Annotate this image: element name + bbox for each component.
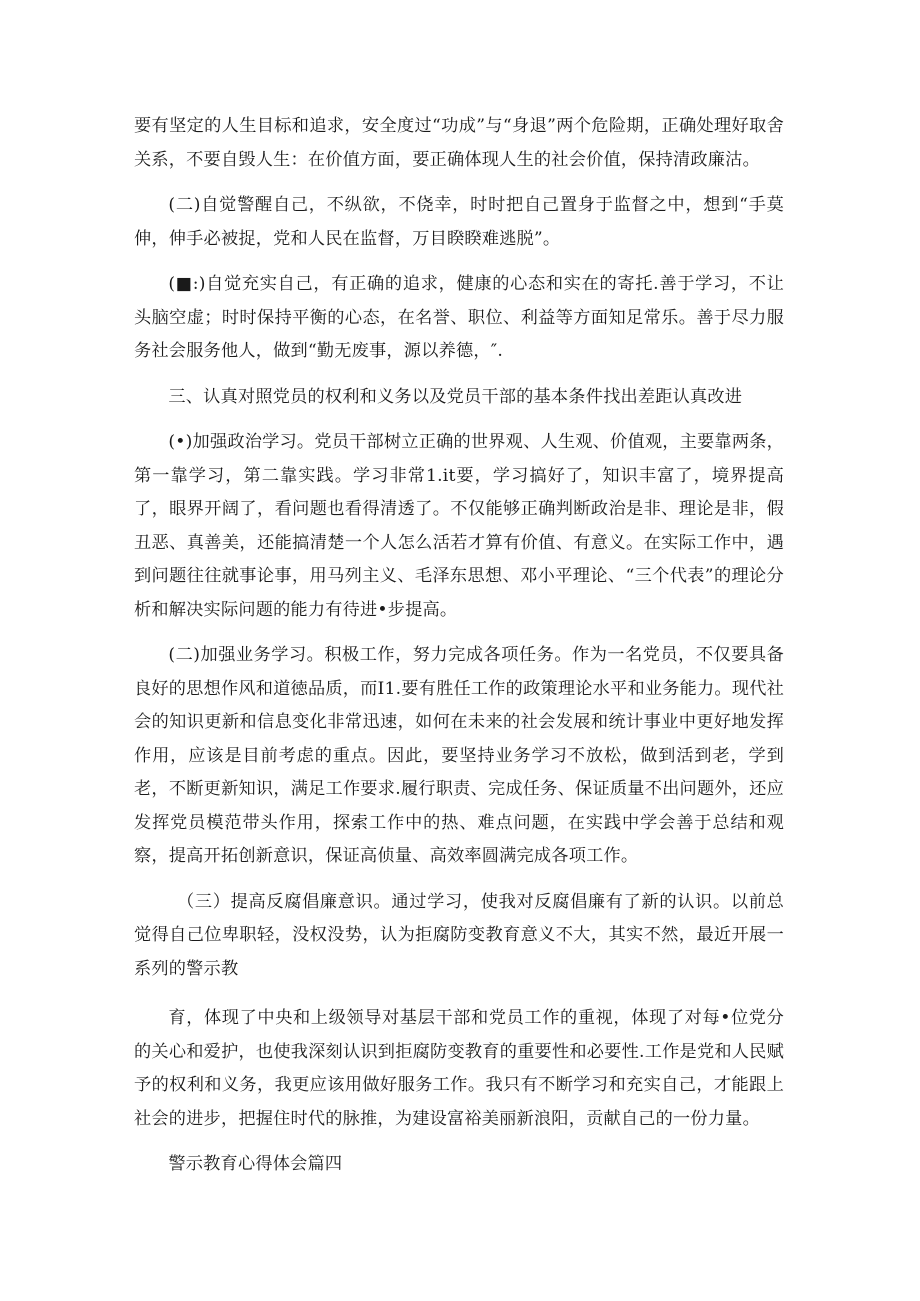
paragraph-business-study: (二)加强业务学习。积极工作，努力完成各项任务。作为一名党员，不仅要具备良好的思想作风和道徳品质，而I1.要有胜任工作的政策理论水平和业务能力。现代社会的知识更新和信息变化非常迅速，如何在未来的社会发展和统计事业中更好地发挥作用，应该是目前考虑的重点。因此，要坚持业务学习不放松，做到活到老，学到老，不断更新知识，满足工作要求.履行职责、完成任务、保证质量不出问题外，还应发挥党员模范带头作用，探索工作中的热、难点问题，在实践中学会善于总结和观察，提高开拓创新意识，保证高侦量、高效率圆满完成各项工作。 (134, 645, 784, 866)
paragraph-continuation: 要有坚定的人生目标和追求，安全度过“功成”与“身退”两个危险期，正确处理好取舍关系，不要自毁人生：在价值方面，要正确体现人生的社会价值，保持清政廉沽。 (134, 116, 784, 170)
paragraph-anti-corruption-continued: 育，体现了中央和上级领导对基层干部和党员工作的重视，体现了对每•位党分的关心和爱护，也使我深刻认识到拒腐防变教育的重要性和必要性.工作是党和人民赋予的权利和义务，我更应该用做好服务工作。我只有不断学习和充实自己，才能跟上社会的进步，把握住时代的脉推，为建设富裕美丽新浪阳，贡献自己的一份力量。 (134, 1008, 784, 1129)
paragraph-item-three: (■:)自觉充实自己，有正确的追求，健康的心态和实在的寄托.善于学习，不让头脑空虚；时时保持平衡的心态，在名誉、职位、利益等方面知足常乐。善于尽力服务社会服务他人，做到“勤无废事，源以养德，″. (134, 274, 784, 361)
paragraph-political-study: (•)加强政治学习。党员干部树立正确的世界观、人生观、价值观，主要靠两条，第一靠学习，第二靠实践。学习非常1.it要，学习搞好了，知识丰富了，境界提高了，眼界开阔了，看问题也看得清透了。不仅能够正确判断政治是非、理论是非，假丑恶、真善美，还能搞清楚一个人怎么活若才算有价值、有意义。在实际工作中，遇到问题往往就事论事，用马列主义、毛泽东思想、邓小平理论、“三个代表”的理论分析和解决实际问题的能力有待进•步提高。 (134, 432, 784, 620)
chapter-title-four: 警示教育心得体会篇四 (168, 1154, 343, 1174)
section-heading-three: 三、认真对照党员的权利和义务以及党员干部的基本条件找出差距认真改进 (168, 386, 743, 407)
paragraph-item-two: (二)自觉警醒自己，不纵欲，不侥幸，时时把自己置身于监督之中，想到“手莫伸，伸手必被捉，党和人民在监督，万目睽睽难逃脱”。 (134, 195, 784, 249)
paragraph-anti-corruption: （三）提高反腐倡廉意识。通过学习，使我对反腐倡廉有了新的认识。以前总觉得自己位卑职轻，没权没势，认为拒腐防变教育意义不大，其实不然，最近开展一系列的警示教 (134, 891, 784, 979)
document-body (134, 110, 784, 1194)
